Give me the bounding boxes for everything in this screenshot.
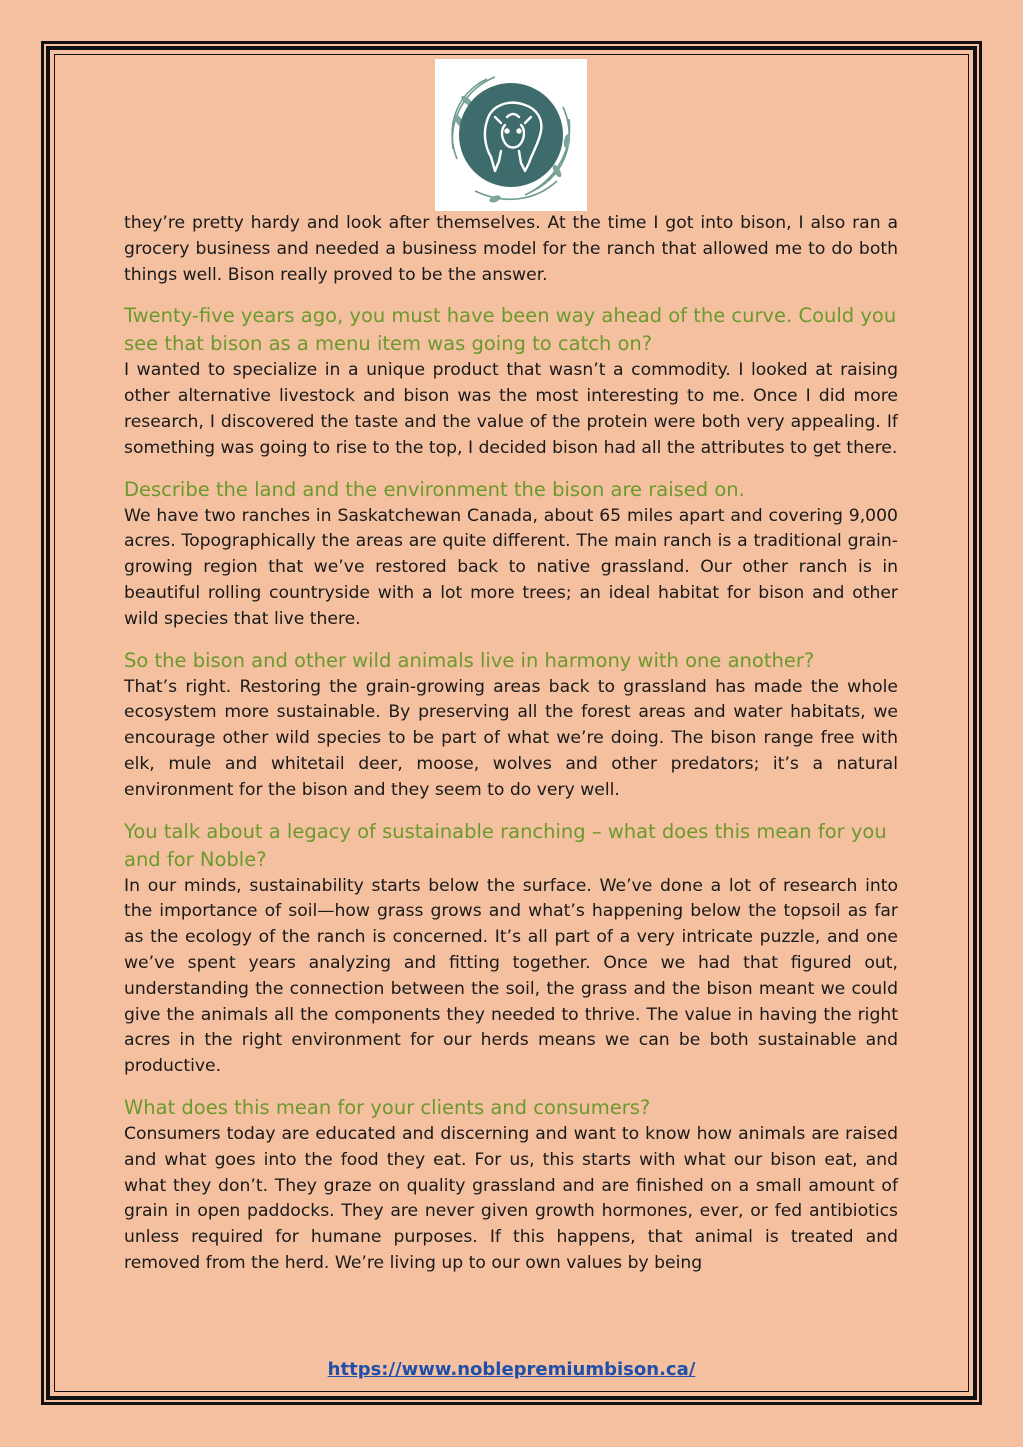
website-link[interactable]: https://www.noblepremiumbison.ca/ [327, 1359, 696, 1380]
answer-paragraph: We have two ranches in Saskatchewan Canada, about 65 miles apart and covering 9,000 acres. Topographically the areas are quite different. The main ranch is a traditional grain-growing region that we’ve restored back to native grassland. Our other ranch is in beautiful rolling countryside with a lot more trees; an ideal habitat for bison and other wild species that live there. [124, 505, 898, 629]
question-heading: Describe the land and the environment the bison are raised on. [124, 477, 745, 501]
logo [435, 59, 587, 211]
question-heading: Twenty-five years ago, you must have been way ahead of the curve. Could you see that bison as a menu item was going to catch on? [124, 304, 897, 356]
answer-paragraph: Consumers today are educated and discerning and want to know how animals are raised and what goes into the food they eat. For us, this starts with what our bison eat, and what they don’t. They graze on quality grassland and are finished on a small amount of grain in open paddocks. They are never given growth hormones, ever, or fed antibiotics unless required for humane purposes. If this happens, that animal is treated and removed from the herd. We’re living up to our own values by being [124, 1123, 898, 1273]
article-body [124, 211, 898, 1277]
question-heading: So the bison and other wild animals live in harmony with one another? [124, 648, 815, 672]
answer-paragraph: That’s right. Restoring the grain-growing areas back to grassland has made the whole ecosystem more sustainable. By preserving all the forest areas and water habitats, we encourage other wild species to be part of what we’re doing. The bison range free with elk, mule and whitetail deer, moose, wolves and other predators; it’s a natural environment for the bison and they seem to do very well. [124, 676, 898, 800]
answer-paragraph: In our minds, sustainability starts below the surface. We’ve done a lot of research into the importance of soil—how grass grows and what’s happening below the topsoil as far as the ecology of the ranch is concerned. It’s all part of a very intricate puzzle, and one we’ve spent years analyzing and fitting together. Once we had that figured out, understanding the connection between the soil, the grass and the bison meant we could give the animals all the components they needed to thrive. The value in having the right acres in the right environment for our herds means we can be both sustainable and productive. [124, 875, 898, 1077]
answer-paragraph: I wanted to specialize in a unique product that wasn’t a commodity. I looked at raising other alternative livestock and bison was the most interesting to me. Once I did more research, I discovered the taste and the value of the protein were both very appealing. If something was going to rise to the top, I decided bison had all the attributes to get there. [124, 360, 898, 458]
bison-logo-icon [435, 59, 587, 211]
question-heading: You talk about a legacy of sustainable ranching – what does this mean for you and for Noble? [124, 819, 887, 871]
intro-paragraph: they’re pretty hardy and look after themselves. At the time I got into bison, I also ran a grocery business and needed a business model for the ranch that allowed me to do both things well. Bison really proved to be the answer. [124, 213, 898, 285]
question-heading: What does this mean for your clients and consumers? [124, 1095, 651, 1119]
